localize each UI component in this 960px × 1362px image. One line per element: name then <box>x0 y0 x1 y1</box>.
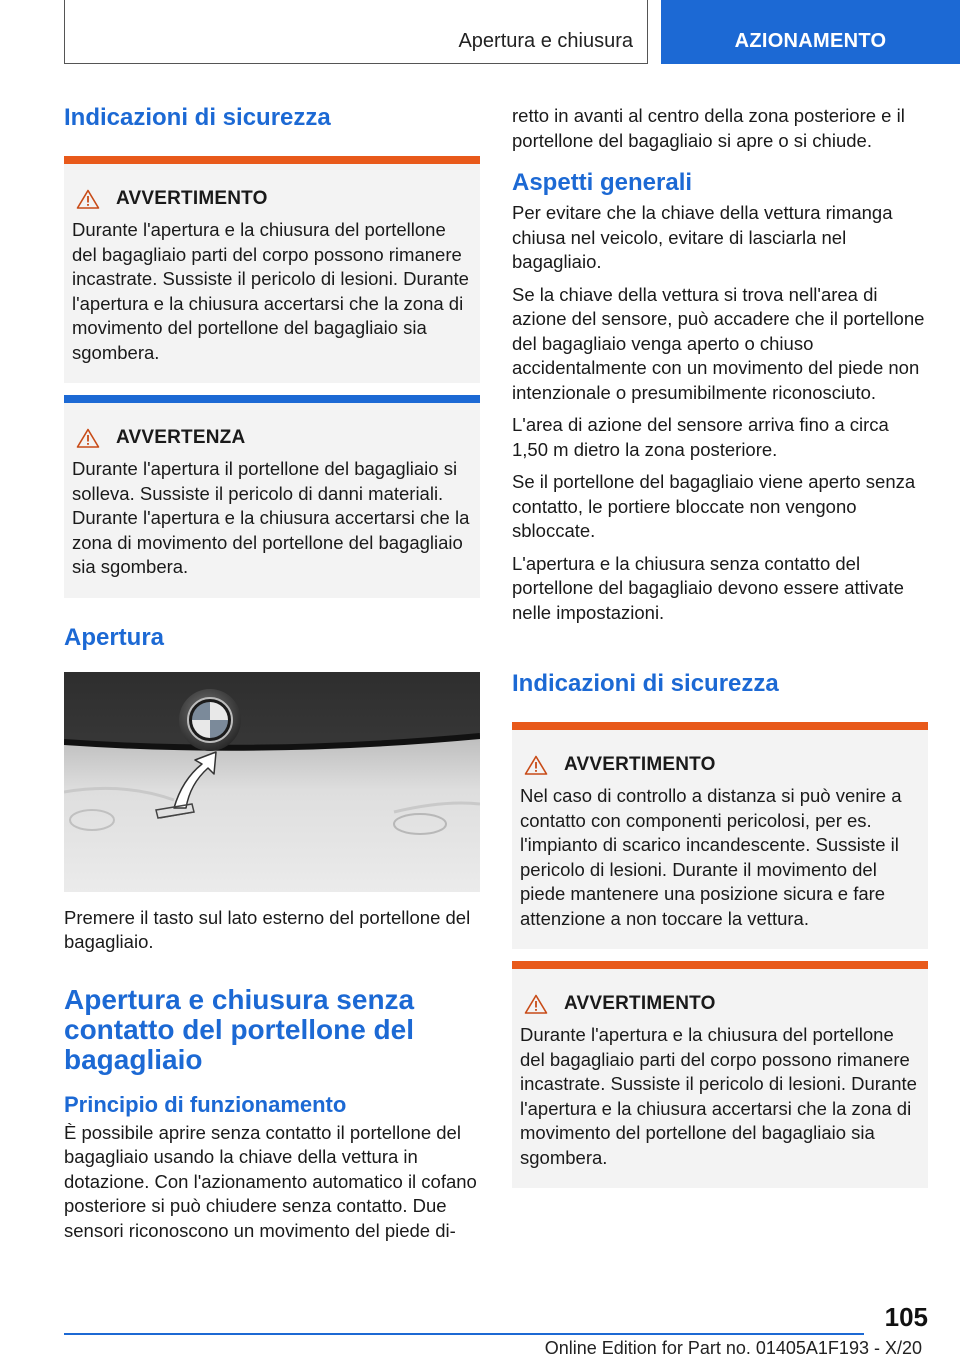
principle-heading: Principio di funzionamento <box>64 1091 347 1117</box>
general-paragraph-5: L'apertura e la chiusura senza contatto del portellone del bagagliaio devono essere attivate nelle impostazioni. <box>512 552 904 623</box>
warning-box-1 <box>64 156 480 383</box>
page-number: 105 <box>884 1302 928 1332</box>
header-chapter-label: AZIONAMENTO <box>734 30 887 52</box>
warning-4-title: AVVERTIMENTO <box>564 993 716 1014</box>
right-column-top <box>512 104 928 625</box>
general-paragraph-1: Per evitare che la chiave della vettura rimanga chiusa nel veicolo, evitare di lasciarla nel bagagliaio. <box>512 202 893 272</box>
warning-box-3 <box>512 722 928 949</box>
header-section-box <box>64 0 648 64</box>
safety-heading-left: Indicazioni di sicurezza <box>64 104 331 131</box>
continuation-text: retto in avanti al centro della zona posteriore e il portellone del bagagliaio si apre o si chiude. <box>512 105 905 151</box>
general-heading: Aspetti generali <box>512 169 693 196</box>
warning-2-text: Durante l'apertura il portellone del bagagliaio si solleva. Sussiste il pericolo di danni materiali. Durante l'apertura e la chiusura accertarsi che la zona di movimento del portellone del bagagliaio sia sgombera. <box>72 458 470 577</box>
bmw-logo-icon <box>179 689 241 751</box>
right-column-bottom <box>512 668 928 1188</box>
header-section-title: Apertura e chiusura <box>458 30 633 52</box>
header-chapter-tab[interactable] <box>661 0 960 64</box>
general-paragraph-3: L'area di azione del sensore arriva fino a circa 1,50 m dietro la zona posteriore. <box>512 414 889 460</box>
warning-box-4 <box>512 961 928 1188</box>
left-column <box>64 102 480 1243</box>
warning-triangle-icon <box>76 428 100 448</box>
image-caption: Premere il tasto sul lato esterno del portellone del bagagliaio. <box>64 906 471 952</box>
footer-divider <box>64 1333 864 1335</box>
principle-text: È possibile aprire senza contatto il portellone del bagagliaio usando la chiave della vettura in dotazione. Con l'azionamento automatico il cofano posteriore si può chiudere senza contatto. Due sensori riconoscono un movimento del piede di- <box>64 1121 477 1241</box>
safety-heading-right: Indicazioni di sicurezza <box>512 670 779 697</box>
warning-1-text: Durante l'apertura e la chiusura del portellone del bagagliaio parti del corpo possono rimanere incastrate. Sussiste il pericolo di lesioni. Durante l'apertura e la chiusura accertarsi che la zona di movimento del portellone del bagagliaio sia sgombera. <box>72 219 469 363</box>
hands-free-heading: Apertura e chiusura senza contatto del portellone del bagagliaio <box>64 983 415 1075</box>
general-paragraph-2: Se la chiave della vettura si trova nell'area di azione del sensore, può accadere che il portellone del bagagliaio venga aperto o chiuso accidentalmente con un movimento del piede non intenzionale o presumibilmente riconosciuto. <box>512 283 925 403</box>
warning-triangle-icon <box>524 994 548 1014</box>
warning-4-text: Durante l'apertura e la chiusura del portellone del bagagliaio parti del corpo possono rimanere incastrate. Sussiste il pericolo di lesioni. Durante l'apertura e la chiusura accertarsi che la zona di movimento del portellone del bagagliaio sia sgombera. <box>520 1024 917 1168</box>
footer-edition-text: Online Edition for Part no. 01405A1F193 - X/20 <box>544 1338 922 1358</box>
tailgate-button-image <box>64 672 480 892</box>
warning-3-text: Nel caso di controllo a distanza si può venire a contatto con componenti pericolosi, per es. l'impianto di scarico incandescente. Sussiste il pericolo di lesioni. Durante il movimento del piede mantenere una posizione sicura e fare attenzione a non toccare la vettura. <box>520 785 902 929</box>
opening-heading: Apertura <box>64 623 165 651</box>
warning-box-2 <box>64 395 480 598</box>
warning-1-title: AVVERTIMENTO <box>116 188 268 209</box>
warning-2-title: AVVERTENZA <box>116 427 246 448</box>
general-paragraph-4: Se il portellone del bagagliaio viene aperto senza contatto, le portiere bloccate non vengono sbloccate. <box>512 471 916 541</box>
warning-triangle-icon <box>76 189 100 209</box>
warning-3-title: AVVERTIMENTO <box>564 754 716 775</box>
warning-triangle-icon <box>524 755 548 775</box>
